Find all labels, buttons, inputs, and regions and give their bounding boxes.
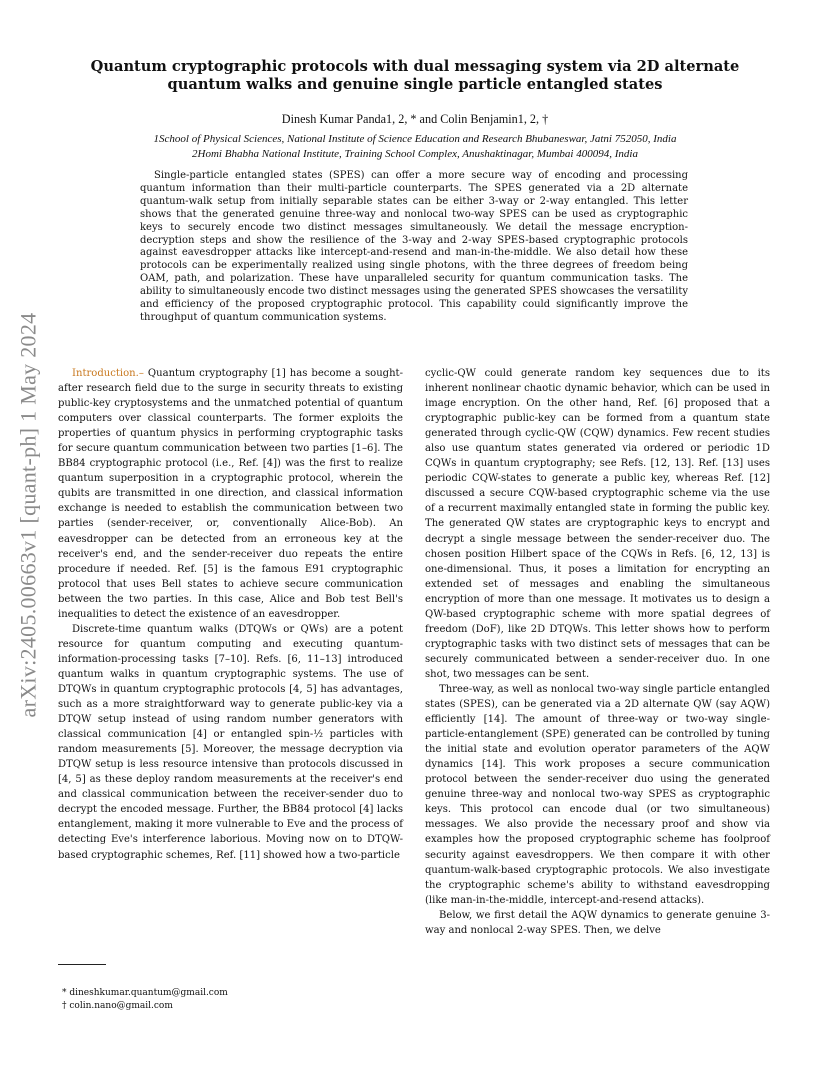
right-column: [425, 366, 770, 938]
abstract: Single-particle entangled states (SPES) can offer a more secure way of encoding and processing quantum information than their multi-particle counterparts. The SPES generated via a 2D alternate quantum-walk setup from initially separable states can be either 3-way or 2-way entangled. This letter shows that the generated genuine three-way and nonlocal two-way SPES can be used as cryptographic keys to securely encode two distinct messages simultaneously. We detail the message encryption-decryption steps and show the resilience of the 3-way and 2-way SPES-based cryptographic protocols against eavesdropper attacks like intercept-and-resend and man-in-the-middle. We also detail how these protocols can be experimentally realized using single photons, with the three degrees of freedom being OAM, path, and polarization. These have unparalleled security for quantum communication tasks. The ability to simultaneously encode two distinct messages using the generated SPES showcases the versatility and efficiency of the proposed cryptographic protocol. This capability could significantly improve the throughput of quantum communication systems.: [140, 170, 688, 323]
footnote-email-1[interactable]: * dineshkumar.quantum@gmail.com: [62, 988, 228, 998]
footnote-divider: [58, 964, 106, 965]
right-paragraph-1: cyclic-QW could generate random key sequences due to its inherent nonlinear chaotic dynamic behavior, which can be used in image encryption. On the other hand, Ref. [6] proposed that a cryptographic public-key can be formed from a quantum state generated through cyclic-QW (CQW) dynamics. Few recent studies also use quantum states generated via ordered or periodic 1D CQWs in quantum cryptography; see Refs. [12, 13]. Ref. [13] uses periodic CQW-states to generate a public key, whereas Ref. [12] discussed a secure CQW-based cryptographic scheme via the use of a recurrent maximally entangled state in forming the public key. The generated QW states are cryptographic keys to encrypt and decrypt a single message between the sender-receiver duo. The chosen position Hilbert space of the CQWs in Refs. [6, 12, 13] is one-dimensional. Thus, it poses a limitation for encrypting an extended set of messages and enabling the simultaneous encryption of more than one message. It motivates us to design a QW-based cryptographic scheme with more spatial degrees of freedom (DoF), like 2D DTQWs. This letter shows how to perform cryptographic tasks with two distinct sets of messages that can be securely communicated between a sender-receiver duo. In one shot, two messages can be sent.: [425, 368, 770, 680]
arxiv-stamp-text: arXiv:2405.00663v1 [quant-ph] 1 May 2024: [15, 312, 41, 718]
arxiv-identifier-stamp: [14, 270, 42, 760]
paragraph-text: Quantum cryptography [1] has become a sought-after research field due to the surge in security threats to existing public-key cryptosystems and the unmatched potential of quantum computers over classical counterparts. The former exploits the properties of quantum physics in performing cryptographic tasks for secure quantum communication between two parties [1–6]. The BB84 cryptographic protocol (i.e., Ref. [4]) was the first to realize quantum superposition in a cryptographic protocol, wherein the qubits are transmitted in one direction, and classical information exchange is needed to establish the communication between two parties (sender-receiver, or, conventionally Alice-Bob). An eavesdropper can be detected from an erroneous key at the receiver's end, and the sender-receiver duo repeats the entire procedure if needed. Ref. [5] is the famous E91 cryptographic protocol that uses Bell states to achieve secure communication between the two parties. In this case, Alice and Bob test Bell's inequalities to detect the existence of an eavesdropper.: [58, 368, 403, 620]
paper-title: Quantum cryptographic protocols with dual messaging system via 2D alternate quantum walks and genuine single particle entangled states: [90, 58, 740, 93]
affiliation-1: 1School of Physical Sciences, National Institute of Science Education and Research Bhubaneswar, Jatni 752050, India: [153, 133, 677, 145]
right-paragraph-3: Below, we first detail the AQW dynamics to generate genuine 3-way and nonlocal 2-way SPES. Then, we delve: [425, 909, 770, 936]
right-paragraph-2: Three-way, as well as nonlocal two-way single particle entangled states (SPES), can be generated via a 2D alternate QW (say AQW) efficiently [14]. The amount of three-way or two-way single-particle-entanglement (SPE) generated can be controlled by tuning the initial state and evolution operator parameters of the AQW dynamics [14]. This work proposes a secure communication protocol between the sender-receiver duo using the generated genuine three-way and nonlocal two-way SPES as cryptographic keys. This protocol can encode dual (or two simultaneous) messages. We also provide the necessary proof and show via examples how the proposed cryptographic scheme has foolproof security against eavesdroppers. We then compare it with other quantum-walk-based cryptographic protocols. We also investigate the cryptographic scheme's ability to withstand eavesdropping (like man-in-the-middle, intercept-and-resend attacks).: [425, 683, 770, 906]
intro-paragraph-1: [58, 366, 403, 622]
author-list: Dinesh Kumar Panda1, 2, * and Colin Benjamin1, 2, †: [281, 112, 549, 126]
footnotes: [58, 987, 403, 1013]
section-heading-introduction: Introduction.–: [72, 368, 144, 379]
intro-paragraph-2: Discrete-time quantum walks (DTQWs or QWs) are a potent resource for quantum computing and executing quantum-information-processing tasks [7–10]. Refs. [6, 11–13] introduced quantum walks in quantum cryptographic systems. The use of DTQWs in quantum cryptographic protocols [4, 5] has advantages, such as a more straightforward way to generate public-key via a DTQW setup instead of using random number generators with classical communication [4] or entangled spin-½ particles with random measurements [5]. Moreover, the message decryption via DTQW setup is less resource intensive than protocols discussed in [4, 5] as these deploy random measurements at the receiver's end and classical communication between the receiver-sender duo to decrypt the encoded message. Further, the BB84 protocol [4] lacks entanglement, making it more vulnerable to Eve and the process of detecting Eve's interference laborious. Moving now on to DTQW-based cryptographic schemes, Ref. [11] showed how a two-particle: [58, 623, 403, 861]
left-column: [58, 366, 403, 863]
affiliation-2: 2Homi Bhabha National Institute, Training School Complex, Anushaktinagar, Mumbai 400094, India: [192, 147, 638, 160]
affiliations: [60, 132, 770, 161]
footnote-email-2[interactable]: † colin.nano@gmail.com: [62, 1001, 173, 1011]
